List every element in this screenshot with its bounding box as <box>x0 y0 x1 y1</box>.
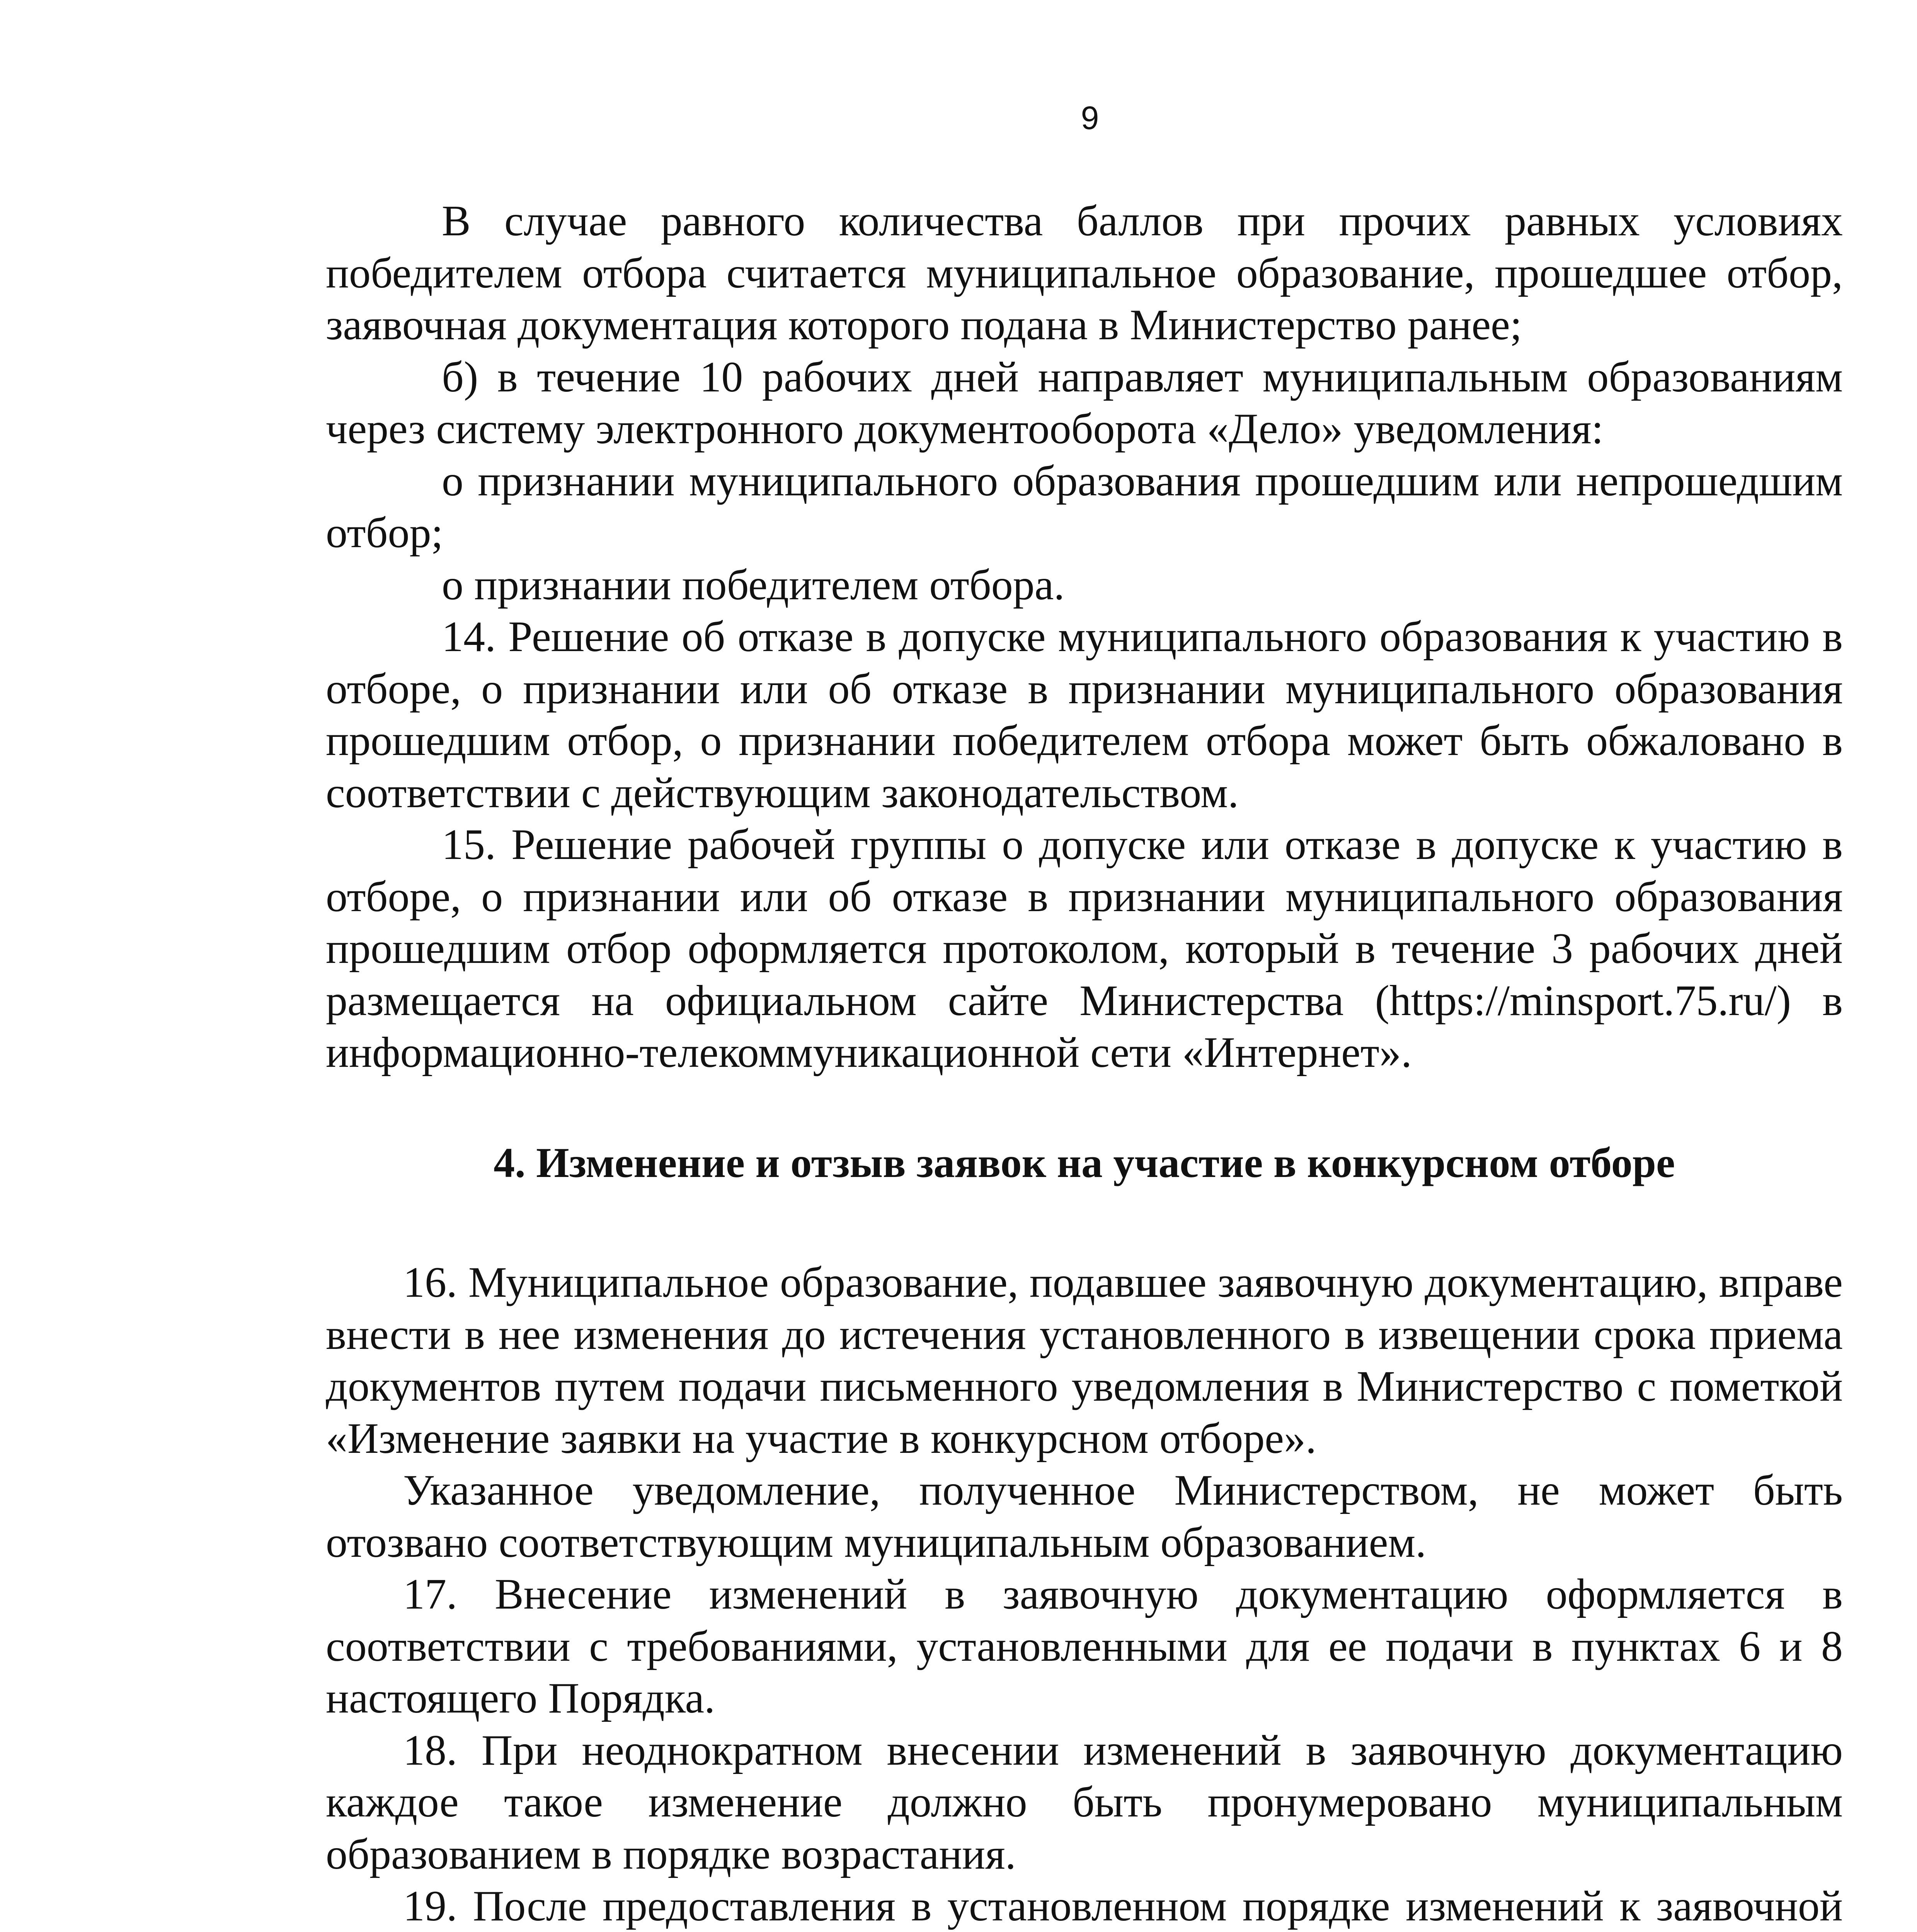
section-4 <box>326 1257 1843 1932</box>
paragraph-winner-status: о признании победителем отбора. <box>442 561 1065 609</box>
paragraph-18-numbering: 18. При неоднократном внесении изменений в заявочную документацию каждое такое изменение должно быть пронумеровано муниципальным образованием в порядке возрастания. <box>326 1726 1843 1878</box>
document-body <box>326 195 1843 1932</box>
paragraph-notification-b: б) в течение 10 рабочих дней направляет муниципальным образованиям через систему электронного документооборота «Дело» уведомления: <box>326 353 1843 453</box>
paragraph-14-appeal: 14. Решение об отказе в допуске муниципального образования к участию в отборе, о признании или об отказе в признании муниципального образования прошедшим отбор, о признании победителем отбора может быть обжаловано в соответствии с действующим законодательством. <box>326 613 1843 817</box>
paragraph-equal-scores: В случае равного количества баллов при прочих равных условиях победителем отбора считается муниципальное образование, прошедшее отбор, заявочная документация которого подана в Министерство ранее; <box>326 197 1843 349</box>
paragraph-passed-status: о признании муниципального образования прошедшим или непрошедшим отбор; <box>326 457 1843 557</box>
paragraph-16-changes: 16. Муниципальное образование, подавшее заявочную документацию, вправе внести в нее изменения до истечения установленного в извещении срока приема документов путем подачи письменного уведомления в Министерство с пометкой «Изменение заявки на участие в конкурсном отборе». <box>326 1259 1843 1463</box>
paragraph-15-protocol: 15. Решение рабочей группы о допуске или отказе в допуске к участию в отборе, о признании или об отказе в признании муниципального образования прошедшим отбор оформляется протоколом, который в течение 3 рабочих дней размещается на официальном сайте Министерства (https://minsport.75.ru/) в информационно-телекоммуникационной сети «Интернет». <box>326 821 1843 1077</box>
paragraph-notice-irrevocable: Указанное уведомление, полученное Министерством, не может быть отозвано соответствующим муниципальным образованием. <box>326 1466 1843 1566</box>
paragraph-19-integral: 19. После предоставления в установленном порядке изменений к заявочной <box>403 1882 1843 1930</box>
section-4-heading: 4. Изменение и отзыв заявок на участие в конкурсном отборе <box>494 1139 1675 1186</box>
paragraph-17-format: 17. Внесение изменений в заявочную документацию оформляется в соответствии с требованиями, установленными для ее подачи в пунктах 6 и 8 настоящего Порядка. <box>326 1570 1843 1722</box>
page-number: 9 <box>1081 100 1099 136</box>
section-before <box>326 195 1843 1079</box>
